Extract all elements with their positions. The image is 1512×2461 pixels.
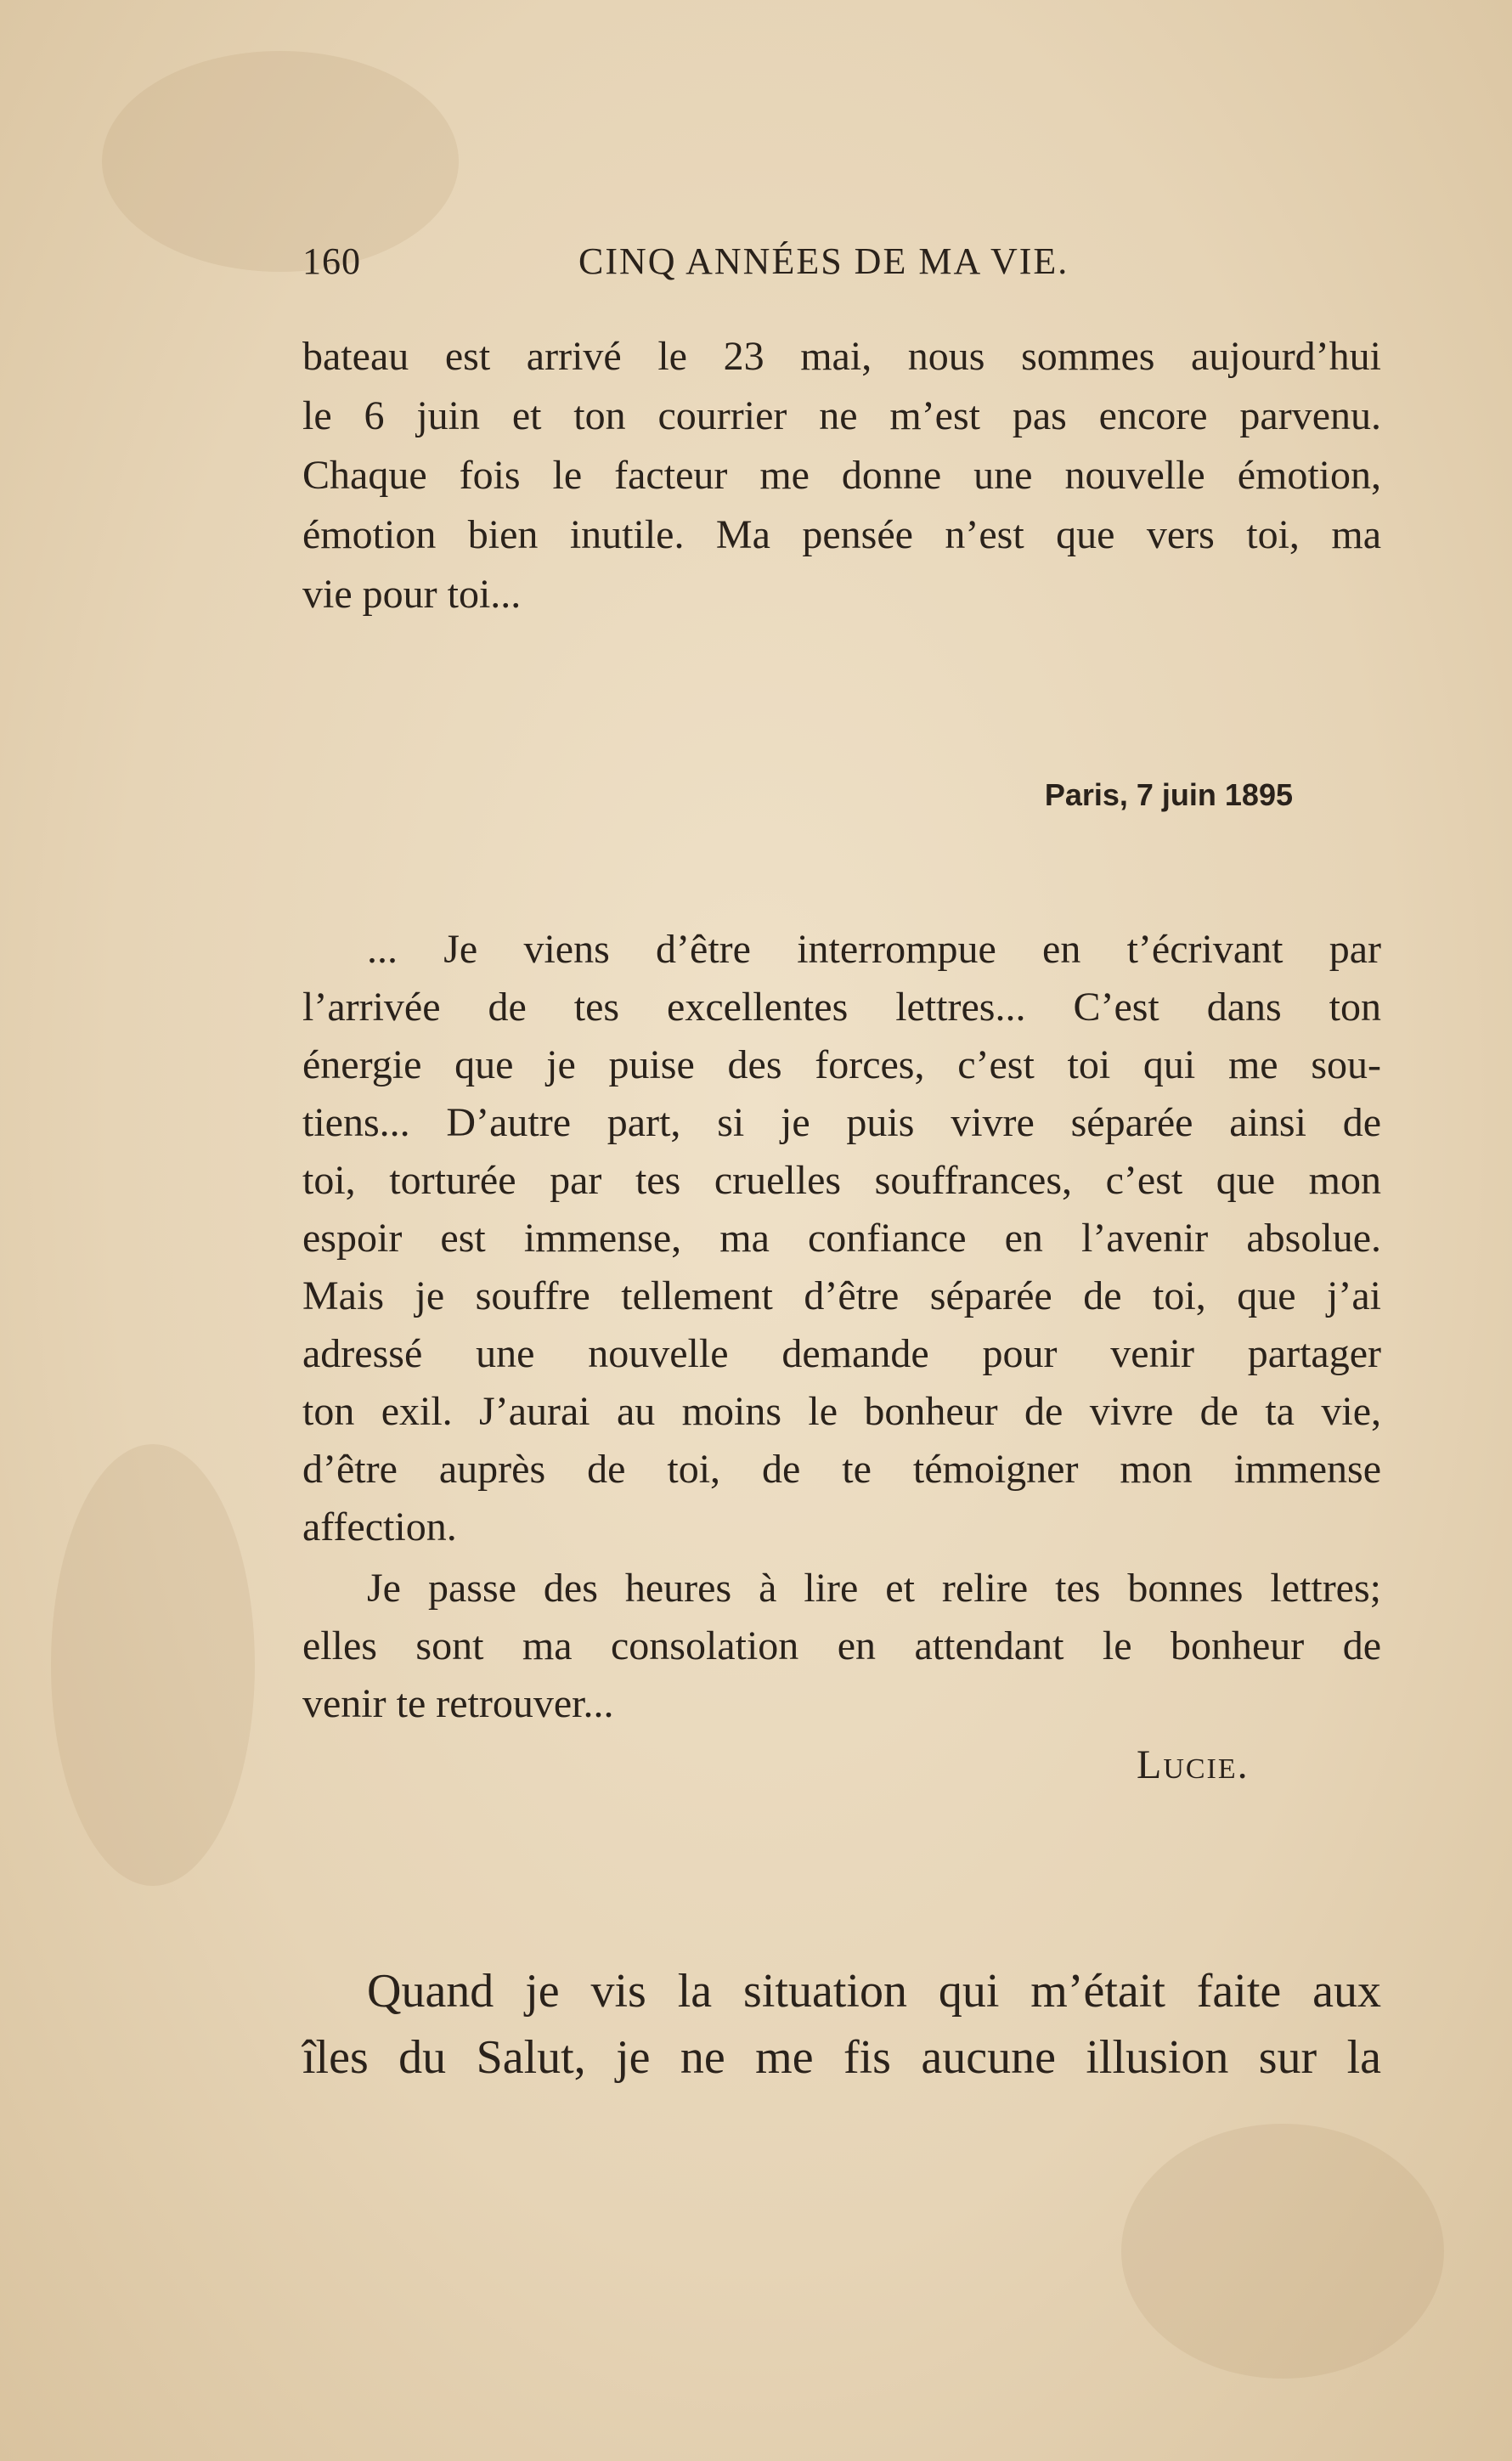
text-line: ton exil. J’aurai au moins le bonheur de vivre de ta vie,: [302, 1389, 1381, 1434]
text-line: bateau est arrivé le 23 mai, nous sommes aujourd’hui: [302, 334, 1381, 379]
letter-signature: Lucie.: [1137, 1742, 1250, 1787]
running-title: CINQ ANNÉES DE MA VIE.: [578, 240, 1069, 282]
text-line: toi, torturée par tes cruelles souffrances, c’est que mon: [302, 1158, 1381, 1203]
text-line: Chaque fois le facteur me donne une nouvelle émotion,: [302, 453, 1381, 498]
text-line: émotion bien inutile. Ma pensée n’est que vers toi, ma: [302, 512, 1381, 557]
text-line: ... Je viens d’être interrompue en t’écrivant par: [367, 927, 1381, 972]
text-line: vie pour toi...: [302, 572, 522, 617]
text-line: l’arrivée de tes excellentes lettres... C’est dans ton: [302, 985, 1381, 1030]
text-line: d’être auprès de toi, de te témoigner mon immense: [302, 1447, 1381, 1492]
text-line: tiens... D’autre part, si je puis vivre séparée ainsi de: [302, 1100, 1381, 1145]
text-line: Quand je vis la situation qui m’était faite aux: [367, 1965, 1381, 2018]
text-line: affection.: [302, 1504, 457, 1549]
text-line: venir te retrouver...: [302, 1681, 614, 1726]
text-line: Je passe des heures à lire et relire tes bonnes lettres;: [367, 1566, 1381, 1611]
paper-stain: [102, 51, 459, 272]
text-line: le 6 juin et ton courrier ne m’est pas encore parvenu.: [302, 393, 1381, 438]
running-header: [302, 240, 1381, 291]
paper-stain: [51, 1444, 255, 1886]
text-line: adressé une nouvelle demande pour venir partager: [302, 1331, 1381, 1376]
text-line: îles du Salut, je ne me fis aucune illusion sur la: [302, 2031, 1381, 2084]
text-line: elles sont ma consolation en attendant le bonheur de: [302, 1623, 1381, 1668]
text-line: espoir est immense, ma confiance en l’avenir absolue.: [302, 1216, 1381, 1261]
text-line: Mais je souffre tellement d’être séparée de toi, que j’ai: [302, 1273, 1381, 1318]
letter-dateline: Paris, 7 juin 1895: [1044, 777, 1293, 812]
paper-stain: [1121, 2124, 1444, 2379]
page-number: 160: [302, 240, 361, 282]
text-line: énergie que je puise des forces, c’est toi qui me sou-: [302, 1042, 1381, 1087]
